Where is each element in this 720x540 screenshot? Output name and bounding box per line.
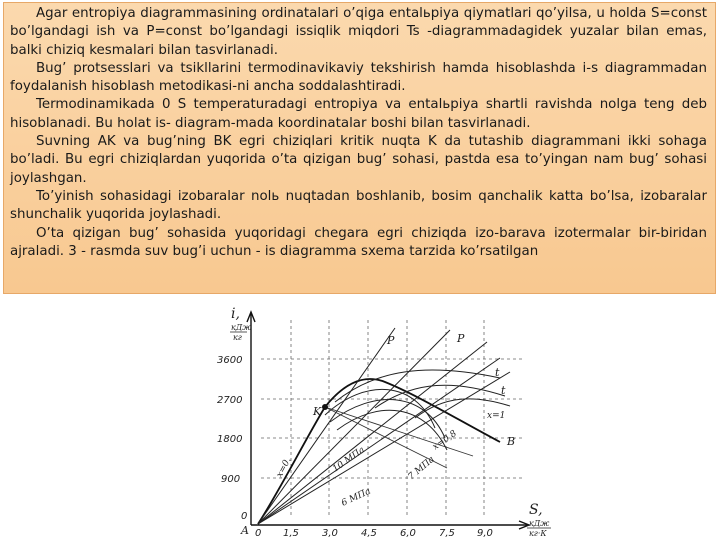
pressure-label: 10 MПa <box>330 445 367 475</box>
x-tick: 0 <box>255 528 262 539</box>
paragraph-1: Agar entropiya diagrammasining ordinatalari o’qiga entalьpiya qiymatlari qo’yilsa, u holda S=const bo’lgandagi ish va P=const bo’lgandagi issiqlik miqdori Ts -diagrammadagidek yuzalar bilan emas, balki chiziq kesmalari bilan tasvirlanadi. <box>10 6 707 58</box>
dryness-label: x=0,8 <box>430 428 459 453</box>
dryness-label: x=0. <box>274 455 294 480</box>
x-tick: 6,0 <box>400 528 416 539</box>
is-diagram <box>217 300 560 540</box>
pressure-label: 6 MПa <box>340 486 373 509</box>
y-tick: 3600 <box>217 355 243 366</box>
y-axis-unit-top: кДж <box>231 323 252 332</box>
point-k-label: K <box>313 405 322 418</box>
paragraph-6: O’ta qizigan bug’ sohasida yuqoridagi chegara egri chiziqda izo-barava izotermalar bir-biridan ajraladi. 3 - rasmda suv bug’i uchun - is diagramma sxema tarzida ko’rsatilgan <box>10 225 707 259</box>
x-axis-label: S, <box>529 502 543 518</box>
text-panel <box>3 2 716 294</box>
paragraph-2: Bug’ protsesslari va tsikllarini termodinavikaviy tekshirish hamda hisoblashda i-s diagrammadan foydalanish hisoblash metodikasi-ni ancha soddalashtiradi. <box>10 60 707 95</box>
x-tick: 1,5 <box>283 528 299 539</box>
point-a-label: A <box>241 524 249 537</box>
is-diagram-figure <box>217 300 560 540</box>
grid <box>261 320 525 518</box>
point-b-label: B <box>507 435 516 448</box>
paragraph-5: To’yinish sohasidagi izobaralar nolь nuqtadan boshlanib, bosim qanchalik katta bo’lsa, izobaralar shunchalik yuqorida joylashadi. <box>10 188 707 223</box>
y-tick: 1800 <box>217 434 243 445</box>
paragraph-3: Termodinamikada 0 S temperaturadagi entropiya va entalьpiya shartli ravishda nolga teng deb hisoblanadi. Bu holat is- diagram-mada koordinatalar boshi bilan tasvirlanadi. <box>10 97 707 131</box>
pressure-label: 7 MПa <box>406 454 437 483</box>
x-tick: 7,5 <box>439 528 455 539</box>
x-axis-unit-bottom: кг·К <box>529 529 547 538</box>
y-axis-label: i, <box>231 306 240 322</box>
x-axis-unit-top: кДж <box>529 519 550 528</box>
x-tick: 4,5 <box>361 528 377 539</box>
isotherm-label: t <box>495 366 500 379</box>
x-tick: 3,0 <box>322 528 338 539</box>
dryness-label: x=1 <box>487 411 506 421</box>
x-tick: 9,0 <box>477 528 493 539</box>
critical-point <box>322 404 328 410</box>
paragraph-4: Suvning AK va bug’ning BK egri chiziqlari kritik nuqta K da tutashib diagrammani ikki sohaga bo’ladi. Bu egri chiziqlardan yuqorida o’ta qizigan bug’ sohasi, pastda esa to’yingan nam bug’ sohasi joylashgan. <box>10 134 707 186</box>
y-axis-unit-bottom: кг <box>233 333 242 342</box>
y-tick: 2700 <box>217 395 243 406</box>
y-tick: 900 <box>221 474 241 485</box>
isotherm-label: t <box>501 384 506 397</box>
isobar-label: P <box>457 332 465 345</box>
y-tick: 0 <box>241 511 248 522</box>
isobar-label: P <box>387 334 395 347</box>
